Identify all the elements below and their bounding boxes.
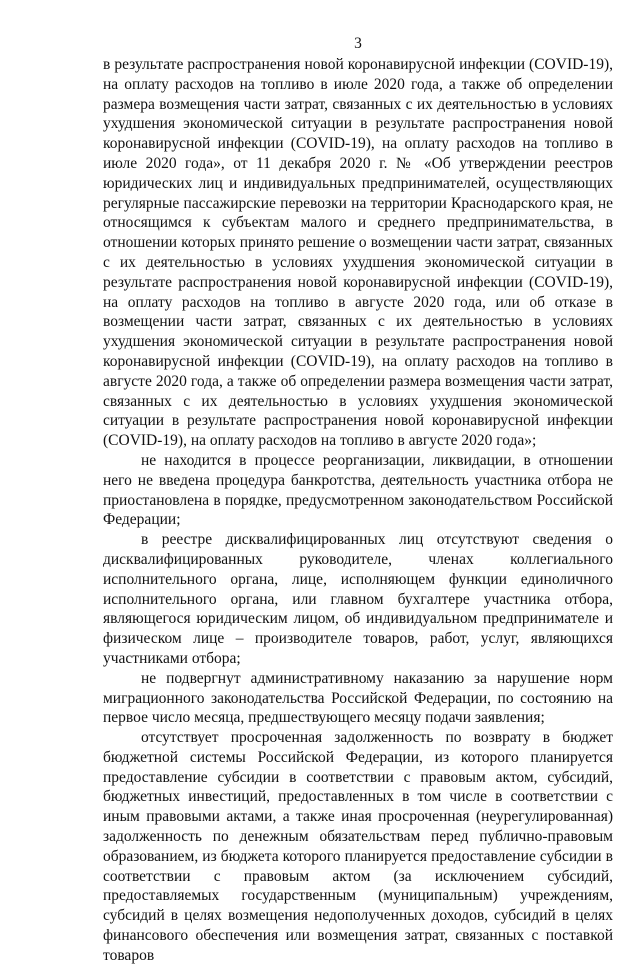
paragraph-overdue-debt: отсутствует просроченная задолженность по возврату в бюджет бюджетной системы Российской Федерации, из которого планируется предоставление субсидии в соответствии с правовым актом, субсидий, бюджетных инвестиций, предоставленных в том числе в соответствии с иным правовыми актами, а также иная просроченная (неурегулированная) задолженность по денежным обязательствам перед публично-правовым образованием, из бюджета которого планируется предоставление субсидии в соответствии с правовым актом (за исключением субсидий, предоставляемых государственным (муниципальным) учреждениям, субсидий в целях возмещения недополученных доходов, субсидий в целях финансового обеспечения или возмещения затрат, связанных с поставкой товаров: [103, 729, 613, 964]
paragraph-disqualified-persons: в реестре дисквалифицированных лиц отсутствуют сведения о дисквалифицированных руководителе, членах коллегиального исполнительного органа, лице, исполняющем функции единоличного исполнительного органа, или главном бухгалтере участника отбора, являющегося юридическим лицом, об индивидуальном предпринимателе и физическом лице – производителе товаров, работ, услуг, являющихся участниками отбора;: [103, 531, 613, 667]
paragraph-registry-continuation: в результате распространения новой коронавирусной инфекции (COVID-19), на оплату расходов на топливо в июле 2020 года, а также об определении размера возмещения части затрат, связанных с их деятельностью в условиях ухудшения экономической ситуации в результате распространения новой коронавирусной инфекции (COVID-19), на оплату расходов на топливо в июле 2020 года», от 11 декабря 2020 г. № «Об утверждении реестров юридических лиц и индивидуальных предпринимателей, осуществляющих регулярные пассажирские перевозки на территории Краснодарского края, не относящимся к субъектам малого и среднего предпринимательства, в отношении которых принято решение о возмещении части затрат, связанных с их деятельностью в условиях ухудшения экономической ситуации в результате распространения новой коронавирусной инфекции (COVID-19), на оплату расходов на топливо в августе 2020 года, или об отказе в возмещении части затрат, связанных с их деятельностью в условиях ухудшения экономической ситуации в результате распространения новой коронавирусной инфекции (COVID-19), на оплату расходов на топливо в августе 2020 года, а также об определении размера возмещения части затрат, связанных с их деятельностью в условиях ухудшения экономической ситуации в результате распространения новой коронавирусной инфекции (COVID-19), на оплату расходов на топливо в августе 2020 года»;: [103, 56, 613, 450]
paragraph-no-reorganization: не находится в процессе реорганизации, ликвидации, в отношении него не введена процедура банкротства, деятельность участника отбора не приостановлена в порядке, предусмотренном законодательством Российской Федерации;: [103, 451, 613, 529]
paragraph-migration-law: не подвергнут административному наказанию за нарушение норм миграционного законодательства Российской Федерации, по состоянию на первое число месяца, предшествующего месяцу подачи заявления;: [103, 669, 613, 727]
page-number: 3: [354, 35, 362, 52]
document-body: [103, 55, 613, 966]
